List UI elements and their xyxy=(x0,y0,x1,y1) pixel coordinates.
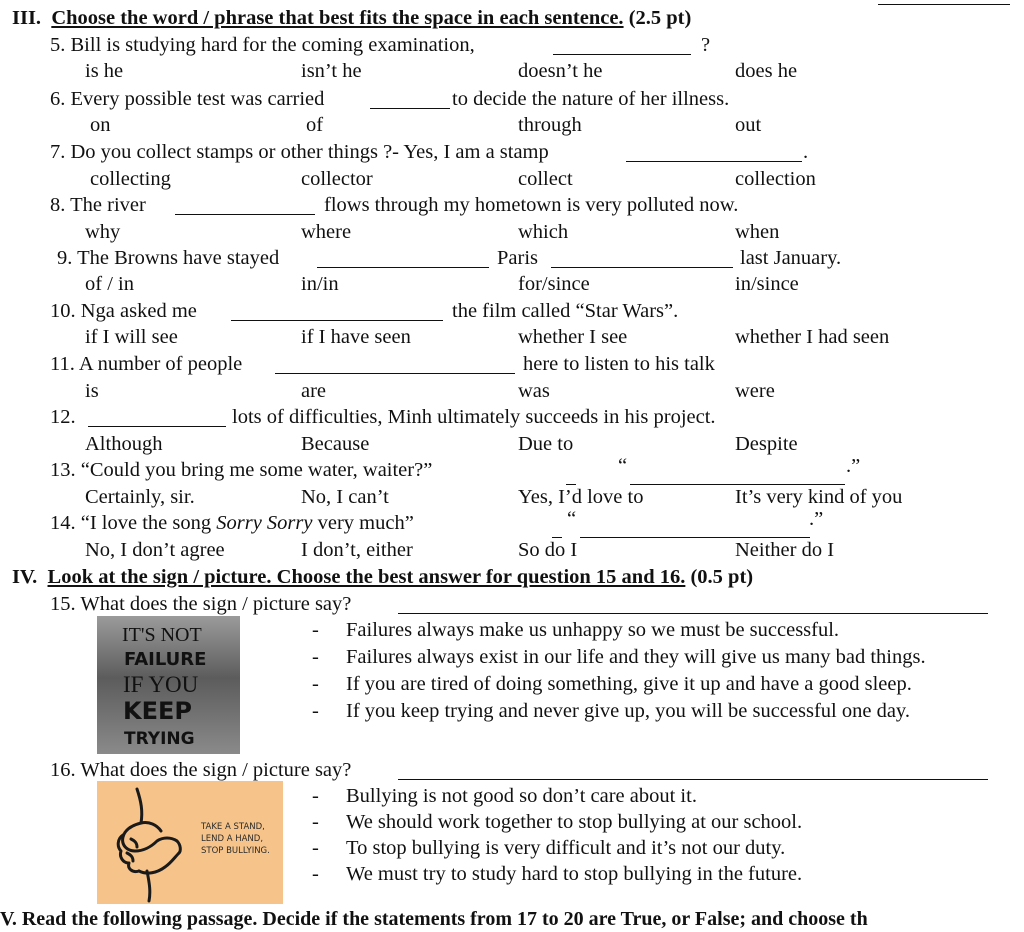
reply-close-quote: .” xyxy=(846,455,861,477)
option-c[interactable]: doesn’t he xyxy=(518,60,603,82)
question-text-end: very much” xyxy=(312,512,414,534)
bullet-dash: - xyxy=(312,673,319,695)
option-d[interactable]: whether I had seen xyxy=(735,326,890,348)
failure-sign-image xyxy=(97,616,240,754)
option-b[interactable]: Failures always exist in our life and they will give us many bad things. xyxy=(346,646,926,668)
question-9 xyxy=(57,245,279,271)
option-d[interactable]: does he xyxy=(735,60,798,82)
question-text: Nga asked me xyxy=(80,300,197,322)
question-text: The Browns have stayed xyxy=(77,247,280,269)
question-14 xyxy=(50,510,414,536)
option-c[interactable]: collect xyxy=(518,168,573,190)
option-c[interactable]: So do I xyxy=(518,539,578,561)
question-6 xyxy=(50,86,324,112)
option-b[interactable]: We should work together to stop bullying at our school. xyxy=(346,811,803,833)
question-number: 11. xyxy=(50,353,75,375)
question-10 xyxy=(50,298,197,324)
option-d[interactable]: Despite xyxy=(735,433,798,455)
question-12 xyxy=(50,404,76,430)
option-b[interactable]: are xyxy=(301,380,327,402)
section-3-heading xyxy=(12,5,691,31)
option-a[interactable]: Certainly, sir. xyxy=(85,486,195,508)
bullet-dash: - xyxy=(312,811,319,833)
answer-blank[interactable] xyxy=(175,196,315,215)
question-text-after: flows through my hometown is very polluted now. xyxy=(324,194,739,216)
answer-blank[interactable] xyxy=(88,408,226,427)
question-text: A number of people xyxy=(78,353,243,375)
question-number: 8. xyxy=(50,194,66,216)
option-c[interactable]: for/since xyxy=(518,273,590,295)
option-b[interactable]: if I have seen xyxy=(301,326,411,348)
question-text-after: lots of difficulties, Minh ultimately succeeds in his project. xyxy=(232,406,716,428)
option-a[interactable]: if I will see xyxy=(85,326,178,348)
option-d[interactable]: when xyxy=(735,221,780,243)
question-text: “I love the song xyxy=(80,512,217,534)
reply-dash xyxy=(552,519,562,538)
question-number: 13. xyxy=(50,459,76,481)
question-number: 9. xyxy=(57,247,73,269)
sign-text-block xyxy=(201,821,270,857)
answer-blank[interactable] xyxy=(580,519,810,538)
option-b[interactable]: where xyxy=(301,221,352,243)
question-text: Bill is studying hard for the coming examination, xyxy=(70,34,475,56)
section-3-points: (2.5 pt) xyxy=(628,7,692,29)
bullet-dash: - xyxy=(312,700,319,722)
option-d[interactable]: out xyxy=(735,114,762,136)
reply-open-quote: “ xyxy=(567,508,577,530)
reply-open-quote: “ xyxy=(618,455,628,477)
section-4-heading xyxy=(12,564,753,590)
answer-blank[interactable] xyxy=(398,761,988,780)
option-d[interactable]: in/since xyxy=(735,273,799,295)
option-b[interactable]: Because xyxy=(301,433,370,455)
option-a[interactable]: is xyxy=(85,380,99,402)
question-5 xyxy=(50,32,475,58)
answer-blank[interactable] xyxy=(317,249,489,268)
sign-text: LEND A HAND, xyxy=(201,834,264,844)
question-13 xyxy=(50,457,432,483)
question-text: The river xyxy=(70,194,146,216)
section-4-points: (0.5 pt) xyxy=(690,566,754,588)
question-number: 16. xyxy=(50,759,76,781)
option-c[interactable]: Due to xyxy=(518,433,574,455)
question-text-after: to decide the nature of her illness. xyxy=(452,88,730,110)
option-c[interactable]: To stop bullying is very difficult and it’s not our duty. xyxy=(346,837,786,859)
question-text: Do you collect stamps or other things ?- Yes, I am a stamp xyxy=(70,141,549,163)
answer-blank[interactable] xyxy=(370,90,450,109)
question-number: 14. xyxy=(50,512,76,534)
option-a[interactable]: is he xyxy=(85,60,124,82)
reply-dash xyxy=(566,466,576,485)
option-d[interactable]: collection xyxy=(735,168,816,190)
bullying-sign-image xyxy=(97,781,283,904)
question-text-mid: Paris xyxy=(497,247,538,269)
option-b[interactable]: in/in xyxy=(301,273,339,295)
option-a[interactable]: Although xyxy=(85,433,163,455)
bullet-dash: - xyxy=(312,837,319,859)
option-b[interactable]: collector xyxy=(301,168,373,190)
option-c[interactable]: was xyxy=(518,380,550,402)
bullet-dash: - xyxy=(312,785,319,807)
question-number: 6. xyxy=(50,88,66,110)
bullet-dash: - xyxy=(312,646,319,668)
question-text-after: . xyxy=(803,141,809,163)
section-3-title: Choose the word / phrase that best fits the space in each sentence. xyxy=(51,7,624,29)
question-number: 10. xyxy=(50,300,76,322)
question-text-after: here to listen to his talk xyxy=(523,353,715,375)
option-a[interactable]: collecting xyxy=(90,168,171,190)
question-text-after: the film called “Star Wars”. xyxy=(452,300,679,322)
sign-text: IF YOU xyxy=(123,672,199,697)
hands-icon xyxy=(97,781,197,904)
question-7 xyxy=(50,139,549,165)
answer-blank[interactable] xyxy=(231,302,443,321)
option-b[interactable]: of xyxy=(306,114,324,136)
question-text: “Could you bring me some water, waiter?” xyxy=(80,459,433,481)
option-a[interactable]: Failures always make us unhappy so we must be successful. xyxy=(346,619,840,641)
option-d[interactable]: We must try to study hard to stop bullying in the future. xyxy=(346,863,803,885)
sign-text: KEEP xyxy=(123,697,192,725)
question-15 xyxy=(50,591,351,617)
option-b[interactable]: No, I can’t xyxy=(301,486,389,508)
option-c[interactable]: whether I see xyxy=(518,326,628,348)
reply-close-quote: .” xyxy=(809,508,824,530)
bullet-dash: - xyxy=(312,619,319,641)
option-d[interactable]: were xyxy=(735,380,775,402)
answer-blank[interactable] xyxy=(551,249,733,268)
answer-blank[interactable] xyxy=(398,595,988,614)
question-text-after: last January. xyxy=(740,247,842,269)
question-text: What does the sign / picture say? xyxy=(80,593,352,615)
option-a[interactable]: of / in xyxy=(85,273,134,295)
bullet-dash: - xyxy=(312,863,319,885)
question-number: 5. xyxy=(50,34,66,56)
question-number: 12. xyxy=(50,406,76,428)
question-number: 15. xyxy=(50,593,76,615)
song-title: Sorry Sorry xyxy=(216,512,313,534)
sign-text: STOP BULLYING. xyxy=(201,846,270,856)
answer-blank[interactable] xyxy=(626,143,802,162)
section-4-title: Look at the sign / picture. Choose the best answer for question 15 and 16. xyxy=(47,566,686,588)
section-3-number: III. xyxy=(12,7,42,29)
option-c[interactable]: Yes, I’d love to xyxy=(518,486,644,508)
question-16 xyxy=(50,757,351,783)
question-text: Every possible test was carried xyxy=(70,88,325,110)
answer-blank[interactable] xyxy=(630,466,845,485)
option-c[interactable]: If you are tired of doing something, give it up and have a good sleep. xyxy=(346,673,912,695)
option-b[interactable]: I don’t, either xyxy=(301,539,413,561)
section-4-number: IV. xyxy=(12,566,38,588)
sign-text: FAILURE xyxy=(124,649,207,670)
question-text: What does the sign / picture say? xyxy=(80,759,352,781)
option-a[interactable]: No, I don’t agree xyxy=(85,539,225,561)
sign-text: TRYING xyxy=(124,729,195,749)
option-a[interactable]: why xyxy=(85,221,121,243)
option-a[interactable]: on xyxy=(90,114,111,136)
option-d[interactable]: If you keep trying and never give up, you will be successful one day. xyxy=(346,700,910,722)
question-text-after: ? xyxy=(701,34,711,56)
question-11 xyxy=(50,351,242,377)
question-number: 7. xyxy=(50,141,66,163)
option-b[interactable]: isn’t he xyxy=(301,60,362,82)
top-rule xyxy=(878,4,1010,5)
answer-blank[interactable] xyxy=(275,355,515,374)
option-a[interactable]: Bullying is not good so don’t care about it. xyxy=(346,785,697,807)
sign-text: IT'S NOT xyxy=(122,624,202,646)
option-d[interactable]: It’s very kind of you xyxy=(735,486,903,508)
answer-blank[interactable] xyxy=(553,36,691,55)
section-5-heading-cut: V. Read the following passage. Decide if the statements from 17 to 20 are True, or False; and choose th xyxy=(0,908,868,930)
sign-text: TAKE A STAND, xyxy=(201,822,265,832)
option-d[interactable]: Neither do I xyxy=(735,539,835,561)
option-c[interactable]: which xyxy=(518,221,569,243)
option-c[interactable]: through xyxy=(518,114,582,136)
question-8 xyxy=(50,192,146,218)
